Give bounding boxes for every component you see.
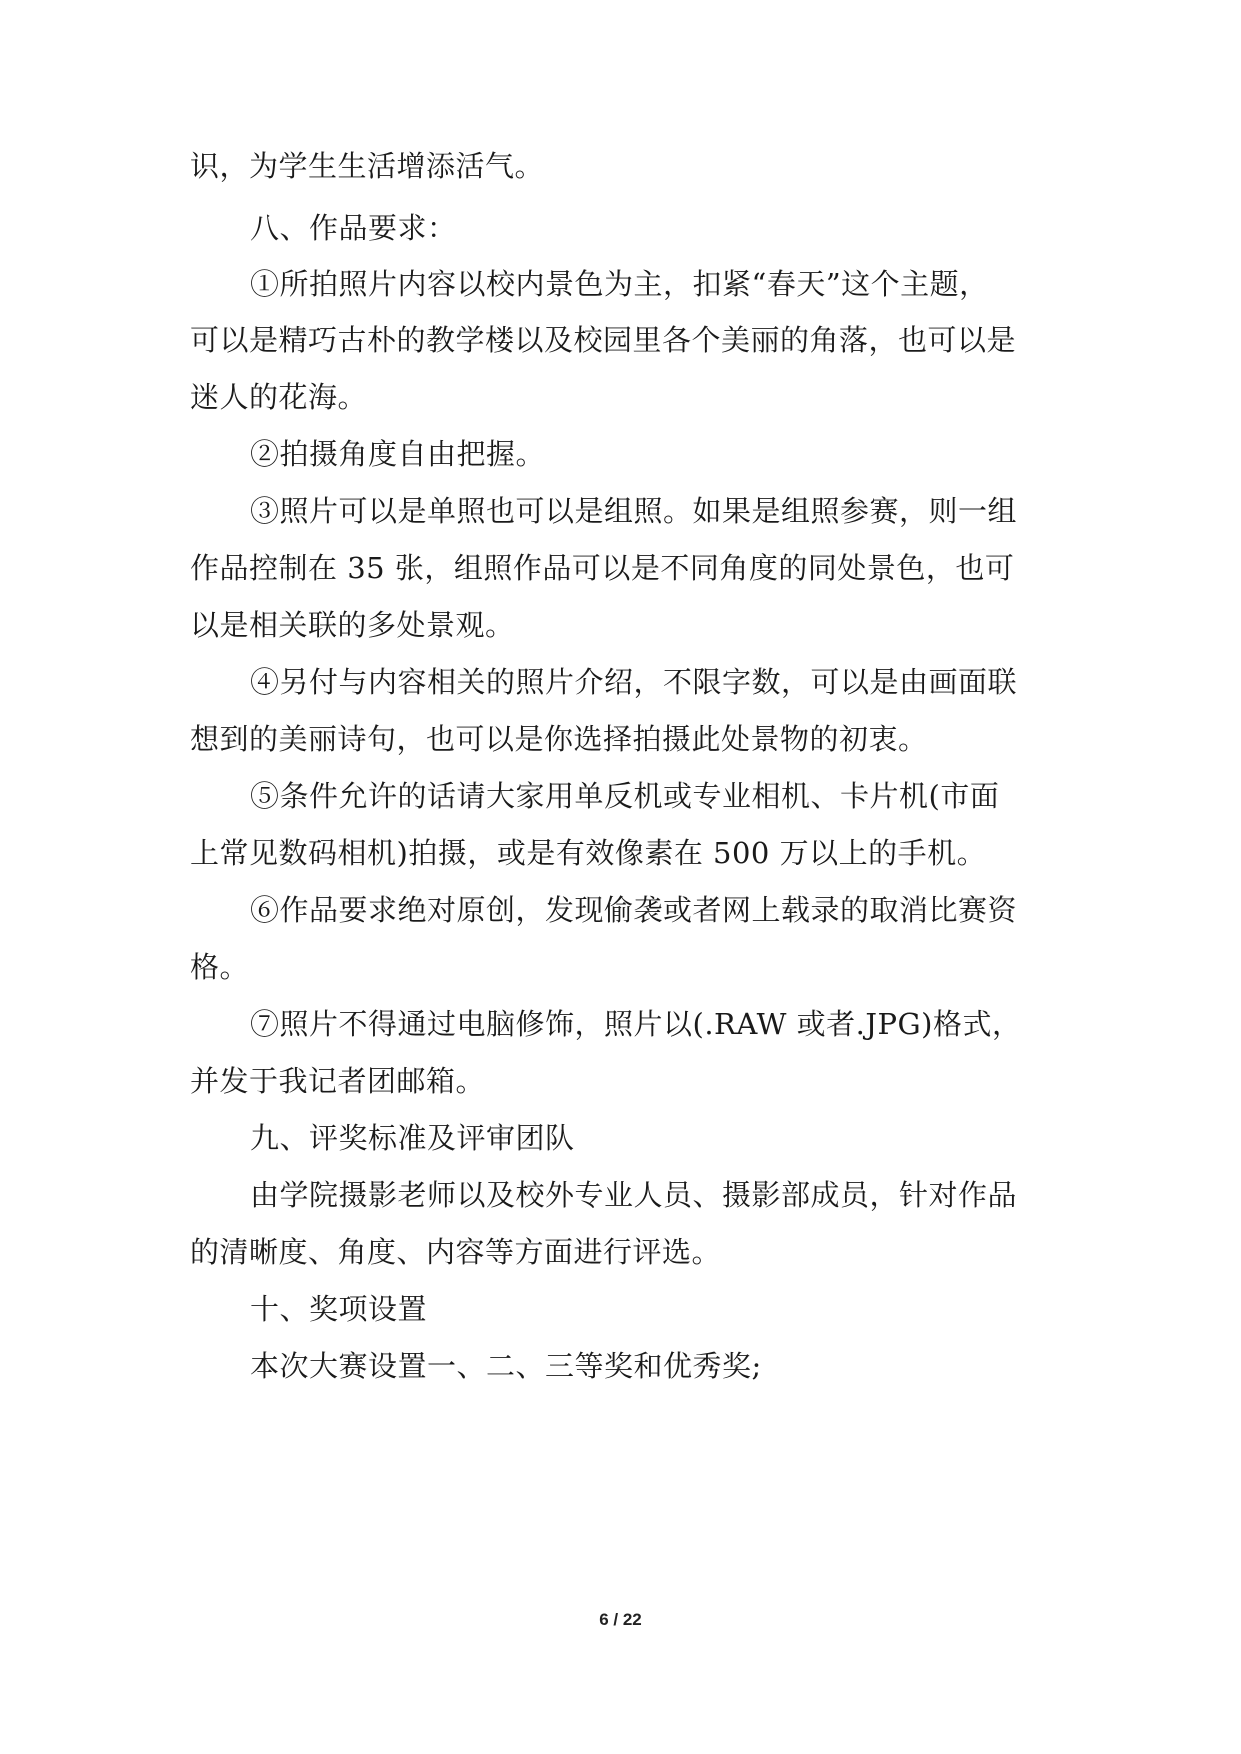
requirement-3-line: 以是相关联的多处景观。	[190, 608, 515, 642]
judging-paragraph-line: 的清晰度、角度、内容等方面进行评选。	[190, 1235, 722, 1269]
requirement-7-line: 并发于我记者团邮箱。	[190, 1064, 486, 1098]
requirement-1-line: 可以是精巧古朴的教学楼以及校园里各个美丽的角落，也可以是	[190, 323, 1017, 357]
requirement-6-line: ⑥作品要求绝对原创，发现偷袭或者网上载录的取消比赛资	[250, 893, 1018, 927]
awards-paragraph-line: 本次大赛设置一、二、三等奖和优秀奖;	[250, 1349, 762, 1383]
requirement-1-line: 迷人的花海。	[190, 380, 368, 414]
requirement-2-line: ②拍摄角度自由把握。	[250, 437, 546, 471]
requirement-7-line: ⑦照片不得通过电脑修饰，照片以(.RAW 或者.JPG)格式，	[250, 1007, 1022, 1041]
requirement-6-line: 格。	[190, 950, 250, 984]
requirement-4-line: 想到的美丽诗句，也可以是你选择拍摄此处景物的初衷。	[190, 722, 928, 756]
requirement-3-line: 作品控制在 35 张，组照作品可以是不同角度的同处景色，也可	[190, 551, 1015, 585]
section-heading-9: 九、评奖标准及评审团队	[250, 1121, 575, 1155]
section-heading-10: 十、奖项设置	[250, 1292, 428, 1326]
requirement-1-line: ①所拍照片内容以校内景色为主，扣紧“春天”这个主题，	[250, 267, 989, 301]
paragraph-line: 识，为学生生活增添活气。	[190, 149, 545, 183]
judging-paragraph-line: 由学院摄影老师以及校外专业人员、摄影部成员，针对作品	[250, 1178, 1018, 1212]
requirement-4-line: ④另付与内容相关的照片介绍，不限字数，可以是由画面联	[250, 665, 1018, 699]
requirement-5-line: 上常见数码相机)拍摄，或是有效像素在 500 万以上的手机。	[190, 836, 987, 870]
section-heading-8: 八、作品要求：	[250, 211, 457, 245]
page-number: 6 / 22	[599, 1610, 642, 1629]
requirement-3-line: ③照片可以是单照也可以是组照。如果是组照参赛，则一组	[250, 494, 1018, 528]
requirement-5-line: ⑤条件允许的话请大家用单反机或专业相机、卡片机(市面	[250, 779, 1000, 813]
